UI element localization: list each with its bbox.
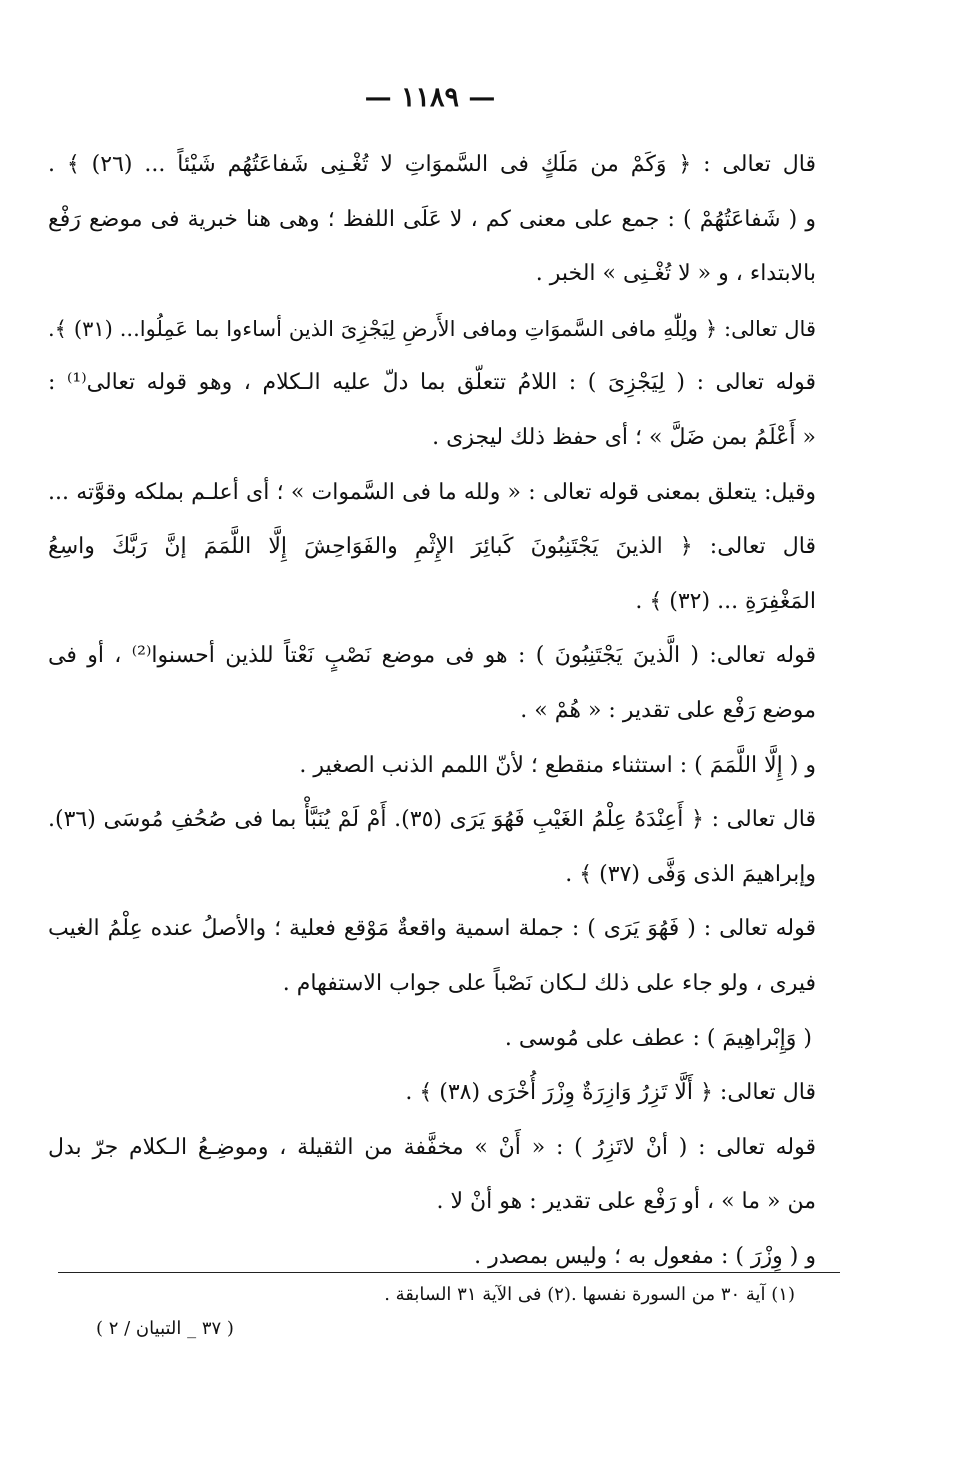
footnotes [384,1284,795,1305]
text-line: فيرى ، ولو جاء على ذلك لـكان نَصْباً على جواب الاستفهام . [282,970,816,996]
signature-mark: ( ٣٧ _ التبيان / ٢ ) [96,1318,234,1339]
text-line: ( وَإِبْراهِيمَ ) : عطف على مُوسى . [504,1025,812,1051]
text-line: قال تعالى: ﴿ الذينَ يَجْتَنِبُونَ كَبائِرَ الإِثْمِ والفَوَاحِشَ إِلَّا اللَّمَمَ إنَّ رَبَّكَ واسِعُ [48,534,816,560]
text-line: بالابتداء ، و « لا تُغْـنِى » الخبر . [535,261,816,287]
text-line: قال تعالى : ﴿ أَعِنْدَهُ عِلْمُ الغَيْبِ فَهُوَ يَرَى (٣٥). أَمْ لَمْ يُنَبَّأْ بما فى صُحُفِ مُوسَى (٣٦). [48,807,816,833]
text-line: قوله تعالى : ( لِيَجْزِىَ ) : اللامُ تتعلّق بما دلّ عليه الـكلام ، وهو قوله تعالى⁽¹⁾ : [48,370,816,396]
footnote-1: (١) آية ٣٠ من السورة نفسها . [570,1284,795,1305]
text-line: و ( وِزْرَ ) : مفعول به ؛ وليس بمصدر . [474,1243,816,1269]
text-line: قوله تعالى : ( فَهُوَ يَرَى ) : جملة اسمية واقعةٌ مَوْقع فعلية ؛ والأصلُ عنده عِلْمُ الغيب [48,916,816,942]
text-line: موضع رَفْع على تقدير : « هُمْ » . [520,697,816,723]
text-line: قال تعالى: ﴿ ولِلّٰهِ مافى السَّموَاتِ ومافى الأَرضِ لِيَجْزِىَ الذين أساءوا بما عَمِلُوا... (٣١) ﴾. [48,316,816,341]
page-number: — ١١٨٩ — [364,82,496,113]
footnote-divider [58,1272,840,1273]
footnote-2: (٢) فى الآية ٣١ السابقة . [384,1284,571,1305]
text-line: المَغْفِرَةِ ... (٣٢) ﴾ . [635,588,816,614]
text-line: من « ما » ، أو رَفْع على تقدير : هو أنْ لا . [436,1189,816,1215]
text-line: قوله تعالى : ( أنْ لاتَزِرُ ) : « أَنْ » مخفَّفة من الثقيلة ، وموضِـعُ الـكلام جرّ بدل [48,1134,816,1160]
text-line: قال تعالى: ﴿ أَلَّا تَزِرُ وَازِرَةٌ وِزْرَ أُخْرَى (٣٨) ﴾ . [405,1080,816,1106]
text-line: وإبراهيمَ الذى وَفَّى (٣٧) ﴾ . [565,861,816,887]
text-line: و ( إِلَّا اللَّمَمَ ) : استثناء منقطع ؛ لأنّ اللمم الذنب الصغير . [299,752,816,778]
text-line: قال تعالى : ﴿ وَكَمْ من مَلَكٍ فى السَّموَاتِ لا تُغْـنِى شَفاعَتُهُم شَيْئاً ... (٢٦) ﴾ . [48,152,816,177]
text-line: وقيل: يتعلق بمعنى قوله تعالى : « ولله ما فى السَّموات » ؛ أى أعلـم بملكه وقوَّته ... [48,479,816,505]
text-line: و ( شَفاعَتُهُمْ ) : جمع على معنى كم ، لا عَلَى اللفظ ؛ وهى هنا خبرية فى موضع رَفْع [48,206,816,232]
page-body [48,138,816,1284]
text-line: « أَعْلَمُ بمن ضَلَّ » ؛ أى حفظ ذلك ليجزى . [432,424,816,450]
text-line: قوله تعالى: ( الَّذينَ يَجْتَنِبُونَ ) : هو فى موضع نَصْبٍ نَعْتاً للذين أحسنوا⁽²⁾ ، أو فى [48,643,816,669]
